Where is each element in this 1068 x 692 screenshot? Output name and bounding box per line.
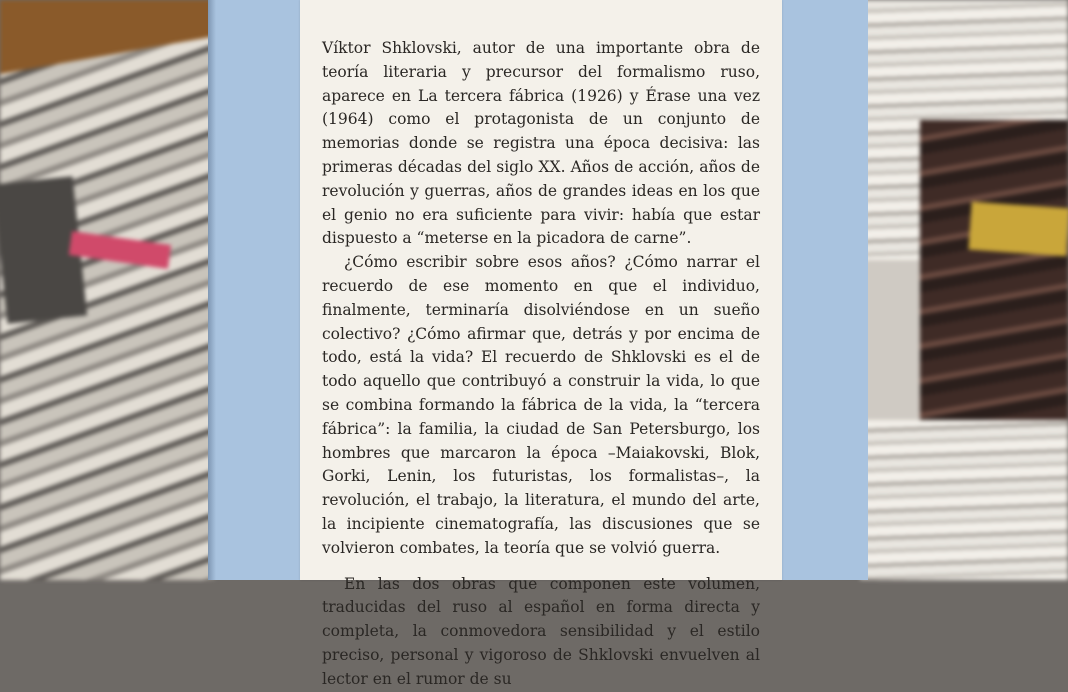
background-books-left [0, 0, 215, 580]
background-book-yellow [968, 202, 1068, 257]
blurb-paragraph-1: Víktor Shklovski, autor de una importante obra de teoría literaria y precursor del formalismo ruso, aparece en La tercera fábrica (1926) y Érase una vez (1964) como el protagonista de un conjunto de memorias donde se registra una época decisiva: las primeras décadas del siglo XX. Años de acción, años de revolución y guerras, años de grandes ideas en los que el genio no era suficiente para vivir: había que estar dispuesto a “meterse en la picadora de carne”. [322, 39, 760, 248]
background-book-gray [860, 260, 920, 420]
blurb-paragraph-3: En las dos obras que componen este volumen, traducidas del ruso al español en forma directa y completa, la conmovedora sensibilidad y el estilo preciso, personal y vigoroso de Shklovski envuelven al lector en el rumor de su [322, 574, 760, 688]
background-book-stack-dark [920, 120, 1068, 420]
background-books-right [860, 0, 1068, 580]
blurb-text [322, 37, 760, 692]
book-back-cover [208, 0, 868, 688]
blurb-paragraph-2: ¿Cómo escribir sobre esos años? ¿Cómo narrar el recuerdo de ese momento en que el individuo, finalmente, terminaría disolviéndose en un sueño colectivo? ¿Cómo afirmar que, detrás y por encima de todo, está la vida? El recuerdo de Shklovski es el de todo aquello que contribuyó a construir la vida, lo que se combina formando la fábrica de la vida, la “tercera fábrica”: la familia, la ciudad de San Petersburgo, los hombres que marcaron la época –Maiakovski, Blok, Gorki, Lenin, los futuristas, los formalistas–, la revolución, el trabajo, la literatura, el mundo del arte, la incipiente cinematografía, las discusiones que se volvieron combates, la teoría que se volvió guerra. [322, 253, 760, 557]
blurb-panel [300, 0, 782, 688]
book-edge-shadow [208, 0, 216, 580]
background-book-pink-label [69, 231, 171, 269]
